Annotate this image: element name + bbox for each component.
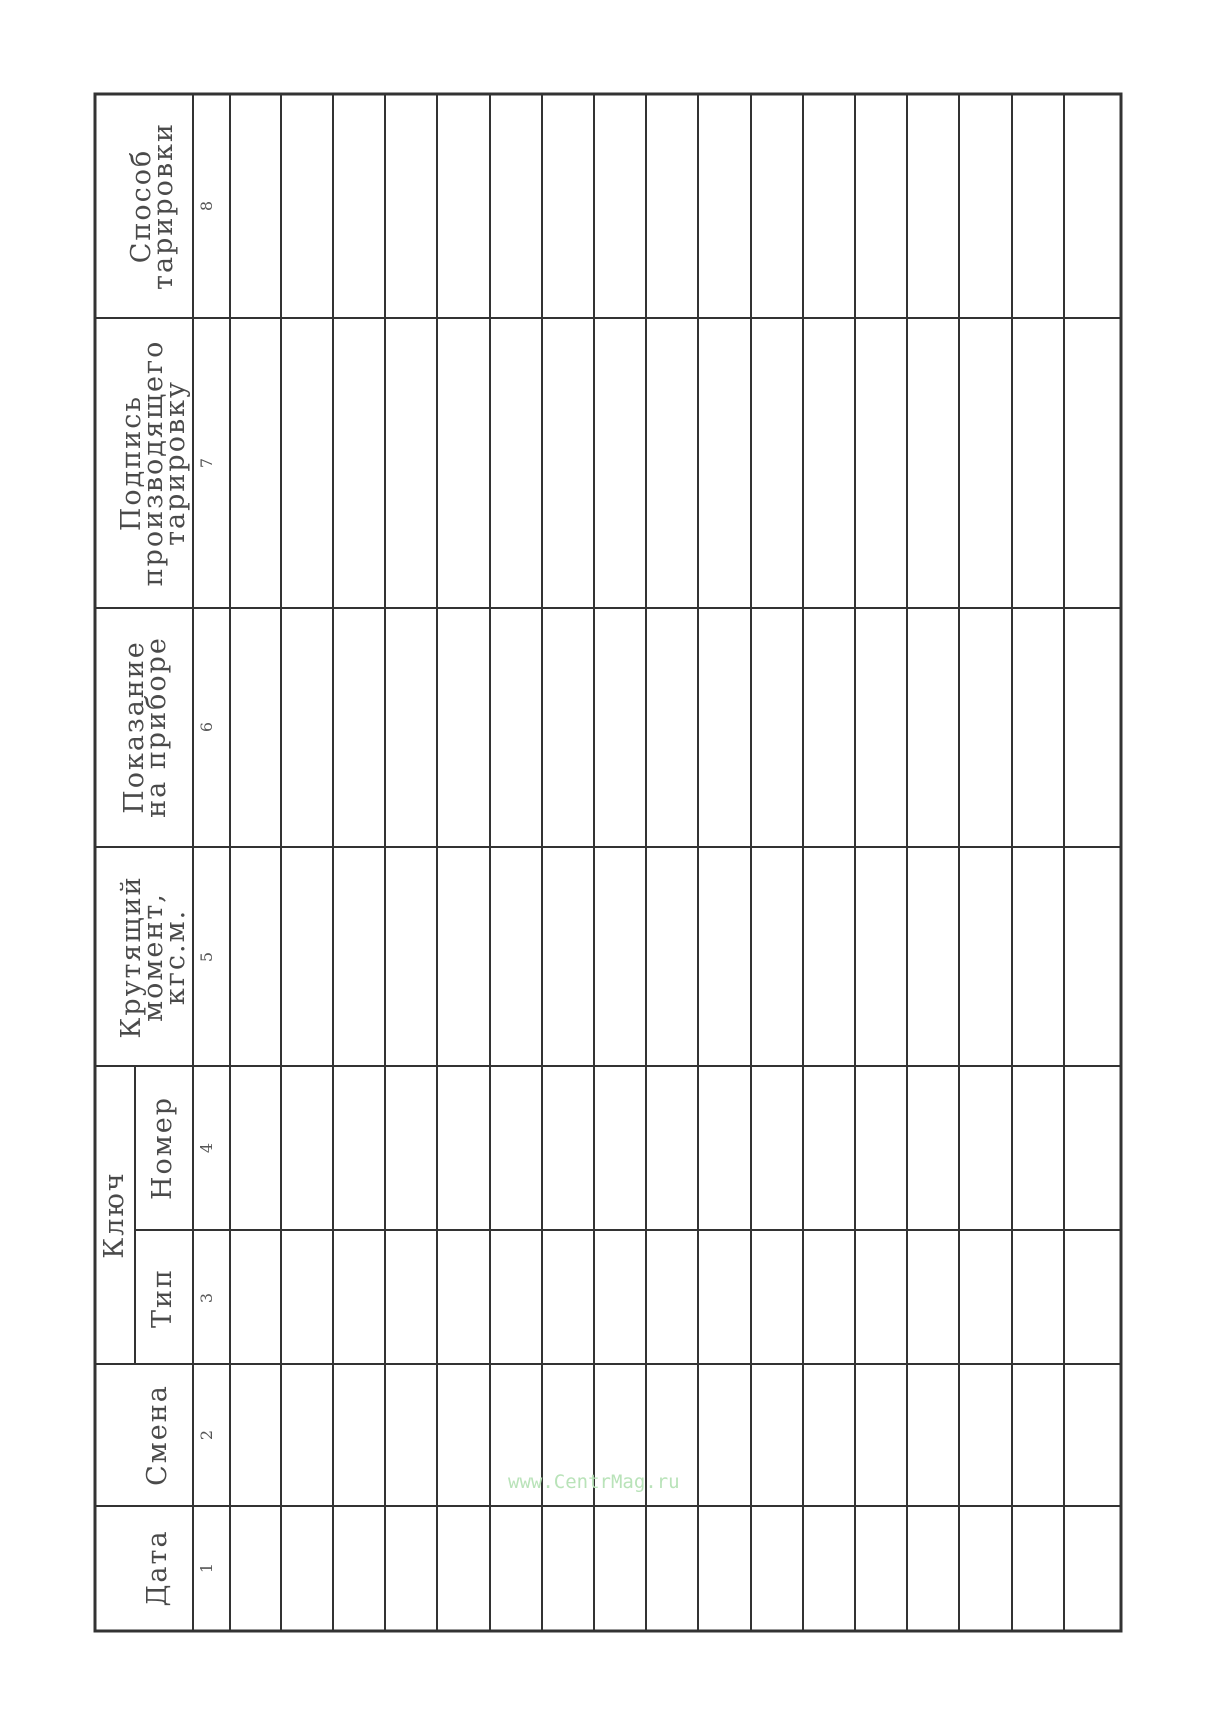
header-signature	[116, 340, 191, 587]
table-frame	[95, 94, 1121, 1631]
column-number-label: 1	[197, 1562, 216, 1574]
column-number-7	[197, 458, 216, 468]
header-shift	[142, 1384, 173, 1486]
header-signature-line-3: тарировку	[160, 380, 191, 546]
header-reading	[119, 636, 172, 818]
column-number-label: 6	[197, 721, 216, 733]
column-number-label: 8	[197, 200, 216, 212]
header-key-type-label: Тип	[147, 1268, 178, 1328]
column-number-label: 3	[197, 1292, 216, 1304]
column-number-8	[197, 201, 216, 211]
header-key-label: Ключ	[99, 1171, 130, 1259]
column-number-label: 5	[197, 951, 216, 963]
header-reading-line-2: на приборе	[141, 636, 172, 818]
header-key-number	[147, 1096, 178, 1200]
header-method	[126, 122, 179, 290]
header-method-line-2: тарировки	[148, 122, 179, 290]
header-reading-line-1: Показание	[119, 640, 150, 814]
header-method-line-1: Способ	[126, 148, 157, 264]
watermark: www.CentrMag.ru	[508, 1471, 680, 1493]
header-torque	[116, 875, 191, 1038]
column-number-3	[197, 1293, 216, 1303]
header-torque-line-2: момент,	[138, 892, 169, 1022]
column-number-label: 7	[197, 457, 216, 469]
header-date-label: Дата	[142, 1529, 173, 1607]
column-number-5	[197, 952, 216, 962]
column-number-1	[197, 1563, 216, 1573]
header-key	[99, 1171, 130, 1258]
column-number-label: 2	[197, 1429, 216, 1441]
header-torque-line-3: кгс.м.	[160, 908, 191, 1006]
header-key-number-label: Номер	[147, 1095, 178, 1201]
column-separators	[95, 318, 1121, 1506]
header-signature-line-2: производящего	[138, 339, 169, 587]
column-number-label: 4	[197, 1142, 216, 1154]
header-key-type	[147, 1268, 178, 1328]
header-shift-label: Смена	[142, 1384, 173, 1486]
column-number-2	[197, 1430, 216, 1440]
header-signature-line-1: Подпись	[116, 394, 147, 532]
column-number-4	[197, 1143, 216, 1153]
header-date	[142, 1529, 173, 1606]
column-number-6	[197, 722, 216, 732]
header-torque-line-1: Крутящий	[116, 875, 147, 1039]
data-row-lines	[230, 94, 1064, 1631]
